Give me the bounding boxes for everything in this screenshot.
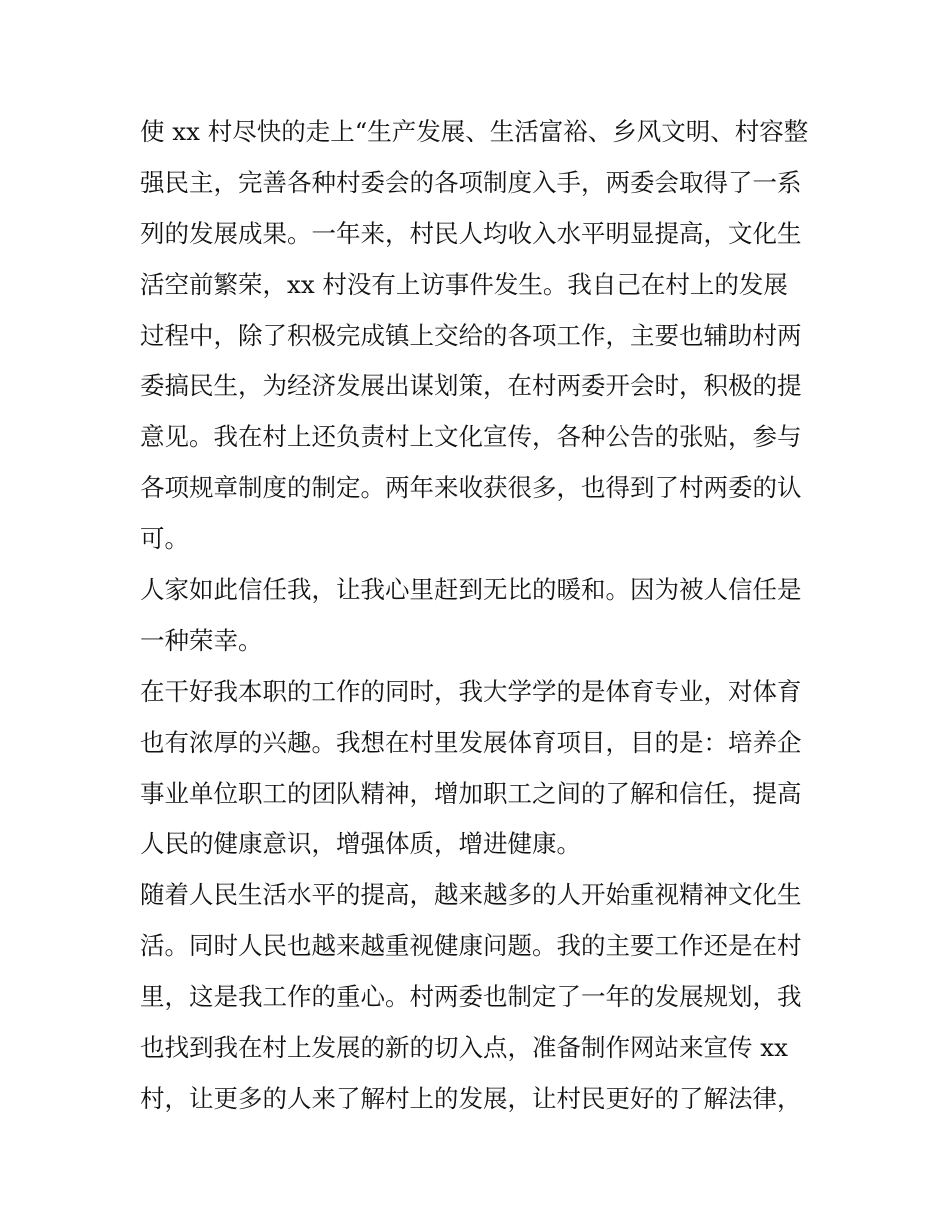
text-line: 过程中，除了积极完成镇上交给的各项工作，主要也辅助村两	[140, 320, 802, 350]
text-line: 事业单位职工的团队精神，增加职工之间的了解和信任，提高	[140, 778, 802, 808]
text-line: 在干好我本职的工作的同时，我大学学的是体育专业，对体育	[140, 676, 802, 706]
text-line: 村，让更多的人来了解村上的发展，让村民更好的了解法律，	[140, 1083, 802, 1113]
text-line: 强民主，完善各种村委会的各项制度入手，两委会取得了一系	[140, 167, 802, 197]
text-line: 里，这是我工作的重心。村两委也制定了一年的发展规划，我	[140, 982, 802, 1012]
body-text	[140, 107, 820, 1125]
text-line: 活。同时人民也越来越重视健康问题。我的主要工作还是在村	[140, 931, 802, 961]
text-line: 随着人民生活水平的提高，越来越多的人开始重视精神文化生	[140, 880, 802, 910]
text-line: 委搞民生，为经济发展出谋划策，在村两委开会时，积极的提	[140, 371, 802, 401]
text-line: 列的发展成果。一年来，村民人均收入水平明显提高，文化生	[140, 218, 802, 248]
text-line: 可。	[140, 524, 189, 554]
text-line: 也找到我在村上发展的新的切入点，准备制作网站来宣传 xx	[140, 1033, 788, 1063]
text-line: 也有浓厚的兴趣。我想在村里发展体育项目，目的是：培养企	[140, 727, 802, 757]
text-line: 各项规章制度的制定。两年来收获很多，也得到了村两委的认	[140, 473, 802, 503]
text-line: 人家如此信任我，让我心里赶到无比的暖和。因为被人信任是	[140, 575, 802, 605]
text-line: 一种荣幸。	[140, 625, 263, 655]
text-line: 活空前繁荣，xx 村没有上访事件发生。我自己在村上的发展	[140, 269, 788, 299]
text-line: 意见。我在村上还负责村上文化宣传，各种公告的张贴，参与	[140, 422, 802, 452]
text-line: 人民的健康意识，增强体质，增进健康。	[140, 829, 581, 859]
text-line: 使 xx 村尽快的走上“生产发展、生活富裕、乡风文明、村容整	[140, 117, 809, 146]
